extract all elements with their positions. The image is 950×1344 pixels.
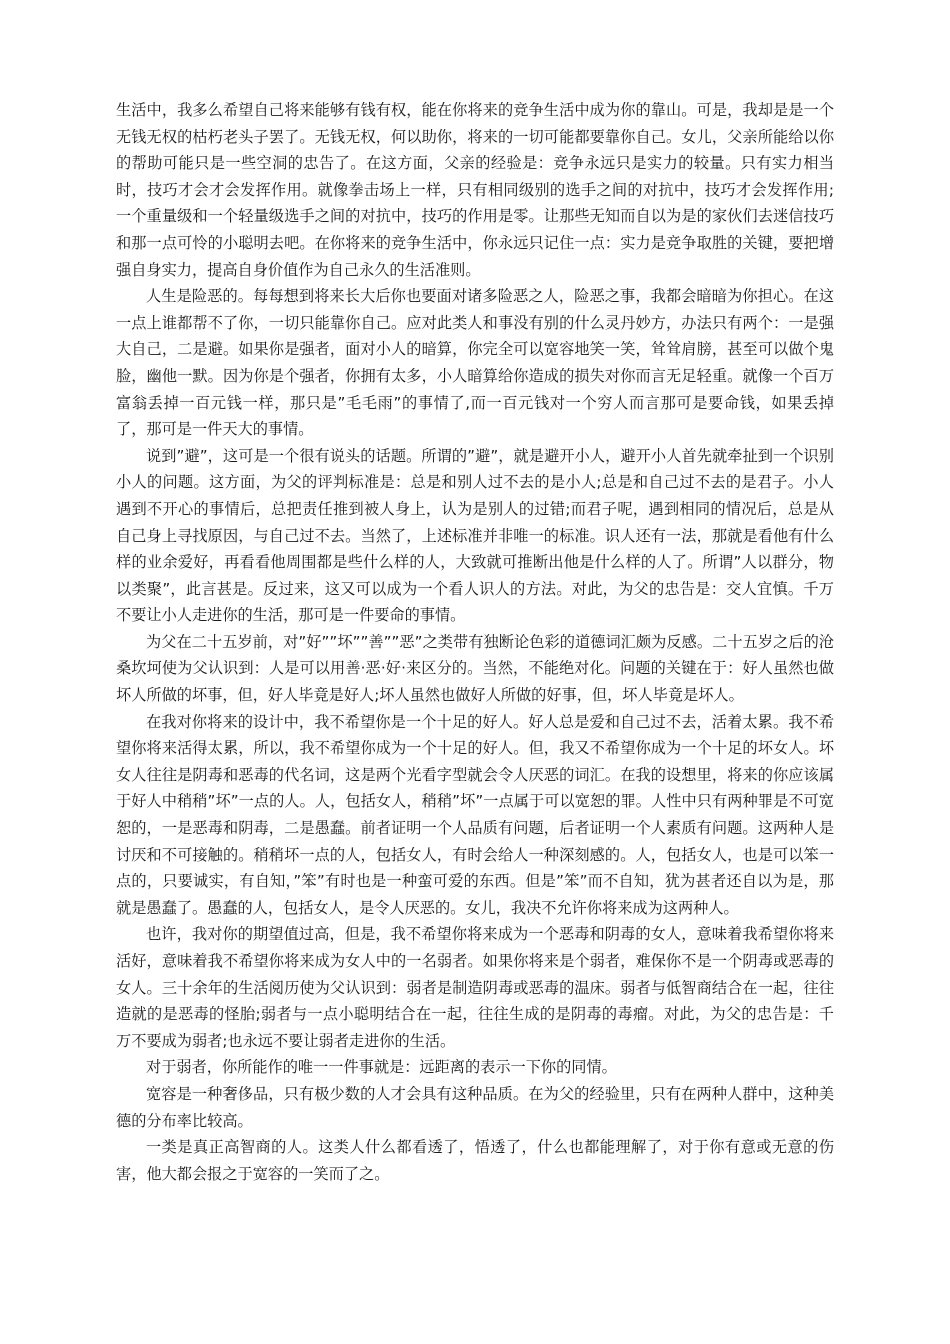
- paragraph-strength: 生活中，我多么希望自己将来能够有钱有权，能在你将来的竞争生活中成为你的靠山。可是，我却是是一个无钱无权的枯朽老头子罢了。无钱无权，何以助你，将来的一切可能都要靠你自己。女儿，父亲所能给以你的帮助可能只是一些空洞的忠告了。在这方面，父亲的经验是：竞争永远只是实力的较量。只有实力相当时，技巧才会才会发挥作用。就像拳击场上一样，只有相同级别的选手之间的对抗中，技巧才会发挥作用;一个重量级和一个轻量级选手之间的对抗中，技巧的作用是零。让那些无知而自以为是的家伙们去迷信技巧和那一点可怜的小聪明去吧。在你将来的竞争生活中，你永远只记住一点：实力是竞争取胜的关键，要把增强自身实力，提高自身价值作为自己永久的生活准则。: [116, 101, 834, 279]
- paragraph-avoid-petty-people: 说到”避”，这可是一个很有说头的话题。所谓的”避”，就是避开小人，避开小人首先就牵扯到一个识别小人的问题。这方面，为父的评判标准是：总是和别人过不去的是小人;总是和自己过不去的是君子。小人遇到不开心的事情后，总把责任推到被人身上，认为是别人的过错;而君子呢，遇到相同的情况后，总是从自己身上寻找原因，与自己过不去。当然了，上述标准并非唯一的标准。识人还有一法，那就是看他有什么样的业余爱好，再看看他周围都是些什么样的人，大致就可推断出他是什么样的人了。所谓”人以群分，物以类聚”，此言甚是。反过来，这又可以成为一个看人识人的方法。对此，为父的忠告是：交人宜慎。千万不要让小人走进你的生活，那可是一件要命的事情。: [116, 446, 834, 625]
- paragraph-tolerance: 宽容是一种奢侈品，只有极少数的人才会具有这种品质。在为父的经验里，只有在两种人群中，这种美德的分布率比较高。: [116, 1084, 834, 1130]
- paragraph-life-is-dangerous: 人生是险恶的。每每想到将来长大后你也要面对诸多险恶之人，险恶之事，我都会暗暗为你担心。在这一点上谁都帮不了你，一切只能靠你自己。应对此类人和事没有别的什么灵丹妙方，办法只有两个：一是强大自己，二是避。如果你是强者，面对小人的暗算，你完全可以宽容地笑一笑，耸耸肩膀，甚至可以做个鬼脸，幽他一默。因为你是个强者，你拥有太多，小人暗算给你造成的损失对你而言无足轻重。就像一个百万富翁丢掉一百元钱一样，那只是”毛毛雨”的事情了,而一百元钱对一个穷人而言那可是要命钱，如果丢掉了，那可是一件天大的事情。: [116, 287, 834, 439]
- paragraph-sympathy-for-the-weak: 对于弱者，你所能作的唯一一件事就是：远距离的表示一下你的同情。: [146, 1058, 617, 1077]
- document-page: [116, 97, 834, 1187]
- paragraph-not-a-perfect-good-person: 在我对你将来的设计中，我不希望你是一个十足的好人。好人总是爱和自己过不去，活着太累。我不希望你将来活得太累，所以，我不希望你成为一个十足的好人。但，我又不希望你成为一个十足的坏女人。坏女人往往是阴毒和恶毒的代名词，这是两个光看字型就会令人厌恶的词汇。在我的设想里，将来的你应该属于好人中稍稍”坏”一点的人。人，包括女人，稍稍”坏”一点属于可以宽恕的罪。人性中只有两种罪是不可宽恕的，一是恶毒和阴毒，二是愚蠢。前者证明一个人品质有问题，后者证明一个人素质有问题。这两种人是讨厌和不可接触的。稍稍坏一点的人，包括女人，有时会给人一种深刻感的。人，包括女人，也是可以笨一点的，只要诚实，有自知，”笨”有时也是一种蛮可爱的东西。但是”笨”而不自知，犹为甚者还自以为是，那就是愚蠢了。愚蠢的人，包括女人，是令人厌恶的。女儿，我决不允许你将来成为这两种人。: [116, 712, 834, 917]
- paragraph-good-and-bad: 为父在二十五岁前，对”好””坏””善””恶”之类带有独断论色彩的道德词汇颇为反感。二十五岁之后的沧桑坎坷使为父认识到：人是可以用善·恶·好·来区分的。当然，不能绝对化。问题的关键在于：好人虽然也做坏人所做的坏事，但，好人毕竟是好人;坏人虽然也做好人所做的好事，但，坏人毕竟是坏人。: [116, 632, 834, 705]
- paragraph-not-a-weak-person: 也许，我对你的期望值过高，但是，我不希望你将来成为一个恶毒和阴毒的女人，意味着我希望你将来活好，意味着我不希望你将来成为女人中的一名弱者。如果你将来是个弱者，难保你不是一个阴毒或恶毒的女人。三十余年的生活阅历使为父认识到：弱者是制造阴毒或恶毒的温床。弱者与低智商结合在一起，往往造就的是恶毒的怪胎;弱者与一点小聪明结合在一起，往往生成的是阴毒的毒瘤。对此，为父的忠告是：千万不要成为弱者;也永远不要让弱者走进你的生活。: [116, 925, 834, 1050]
- paragraph-high-iq-people: 一类是真正高智商的人。这类人什么都看透了，悟透了，什么也都能理解了，对于你有意或无意的伤害，他大都会报之于宽容的一笑而了之。: [116, 1138, 834, 1183]
